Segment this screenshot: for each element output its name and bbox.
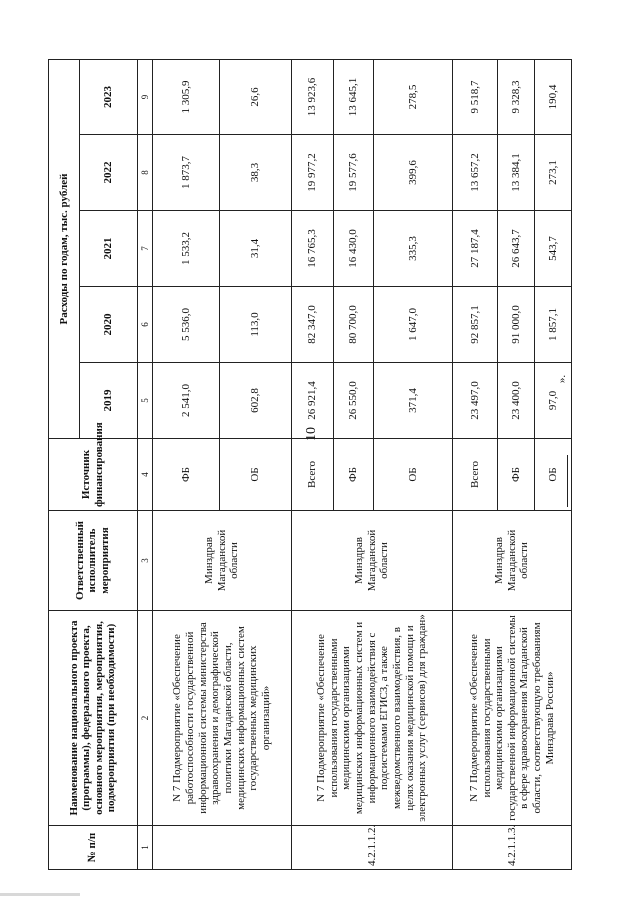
row-value: 82 347,0 (291, 287, 333, 363)
row-value: 26,6 (219, 59, 291, 134)
row-value: 2 541,0 (153, 363, 219, 439)
col-number: 1 (137, 826, 153, 870)
row-value: 13 645,1 (333, 59, 373, 134)
row-value: 16 430,0 (333, 211, 373, 287)
header-year: 2020 (80, 287, 138, 363)
col-number: 4 (137, 439, 153, 511)
header-source: Источник финансирования (49, 439, 138, 511)
row-value: 543,7 (535, 211, 572, 287)
row-value: 27 187,4 (453, 211, 497, 287)
col-number: 5 (137, 363, 153, 439)
row-value: 38,3 (219, 135, 291, 211)
row-value: 31,4 (219, 211, 291, 287)
row-name: N 7 Подмероприятие «Обеспечение использования государственными медицинскими организациями медицинских информационных систем и информационного взаимодействия с подсистемами ЕГИСЗ, а также межведомственного взаимодействия, в целях оказания медицинской помощи и электронных услуг (сервисов) для граждан» (291, 611, 453, 826)
col-number: 2 (137, 611, 153, 826)
row-source: ОБ (219, 439, 291, 511)
row-num (153, 826, 291, 870)
row-value: 13 657,2 (453, 135, 497, 211)
row-exec: Минздрав Магаданской области (153, 511, 291, 611)
row-value: 23 400,0 (497, 363, 535, 439)
row-value: 1 647,0 (373, 287, 453, 363)
col-number: 7 (137, 211, 153, 287)
row-value: 26 643,7 (497, 211, 535, 287)
row-value: 273,1 (535, 135, 572, 211)
row-source: ФБ (333, 439, 373, 511)
header-name: Наименование национального проекта (программы), федерального проекта, основного мероприятия, мероприятия, подмероприятия (при необходимости) (49, 611, 138, 826)
row-exec: Минздрав Магаданской области (453, 511, 572, 611)
row-value: 9 328,3 (497, 59, 535, 134)
row-value: 80 700,0 (333, 287, 373, 363)
col-number: 8 (137, 135, 153, 211)
end-quote-mark: ». (556, 374, 569, 384)
row-value: 26 921,4 (291, 363, 333, 439)
row-source: ФБ (497, 439, 535, 511)
row-value: 16 765,3 (291, 211, 333, 287)
col-number: 6 (137, 287, 153, 363)
row-value: 19 977,2 (291, 135, 333, 211)
header-costs: Расходы по годам, тыс. рублей (49, 59, 80, 438)
header-year: 2021 (80, 211, 138, 287)
row-value: 113,0 (219, 287, 291, 363)
row-source: ОБ (373, 439, 453, 511)
row-value: 26 550,0 (333, 363, 373, 439)
row-source: Всего (453, 439, 497, 511)
page-number: 10 (304, 427, 319, 441)
header-year: 2023 (80, 59, 138, 134)
row-value: 399,6 (373, 135, 453, 211)
row-value: 13 384,1 (497, 135, 535, 211)
col-number: 9 (137, 59, 153, 134)
row-value: 97,0 (535, 363, 572, 439)
col-number: 3 (137, 511, 153, 611)
row-num: 4.2.1.1.2. (291, 826, 453, 870)
row-source: ОБ (535, 439, 572, 511)
row-exec: Минздрав Магаданской области (291, 511, 453, 611)
row-value: 1 305,9 (153, 59, 219, 134)
row-value: 13 923,6 (291, 59, 333, 134)
header-num: № п/п (49, 826, 138, 870)
row-num: 4.2.1.1.3. (453, 826, 572, 870)
row-value: 190,4 (535, 59, 572, 134)
row-value: 335,3 (373, 211, 453, 287)
row-name: N 7 Подмероприятие «Обеспечение использования государственными медицинскими организациями государственной информационной системы в сфере здравоохранения Магаданской области, соответствующую требованиям Минздрава России» (453, 611, 572, 826)
row-value: 1 533,2 (153, 211, 219, 287)
row-source: ФБ (153, 439, 219, 511)
budget-table-rotated (48, 60, 572, 870)
row-source: Всего (291, 439, 333, 511)
row-value: 1 873,7 (153, 135, 219, 211)
row-value: 278,5 (373, 59, 453, 134)
row-value: 23 497,0 (453, 363, 497, 439)
row-value: 602,8 (219, 363, 291, 439)
row-value: 92 857,1 (453, 287, 497, 363)
scan-edge (0, 893, 80, 896)
row-value: 5 536,0 (153, 287, 219, 363)
row-value: 371,4 (373, 363, 453, 439)
header-exec: Ответственный исполнитель мероприятия (49, 511, 138, 611)
budget-table (48, 59, 572, 870)
row-value: 9 518,7 (453, 59, 497, 134)
header-year: 2022 (80, 135, 138, 211)
row-name: N 7 Подмероприятие «Обеспечение работоспособности государственной информационной системы министерства здравоохранения и демографической политики Магаданской области, медицинских информационных систем государственных медицинских организаций» (153, 611, 291, 826)
row-value: 91 000,0 (497, 287, 535, 363)
row-value: 1 857,1 (535, 287, 572, 363)
row-value: 19 577,6 (333, 135, 373, 211)
header-year: 2019 (80, 363, 138, 439)
